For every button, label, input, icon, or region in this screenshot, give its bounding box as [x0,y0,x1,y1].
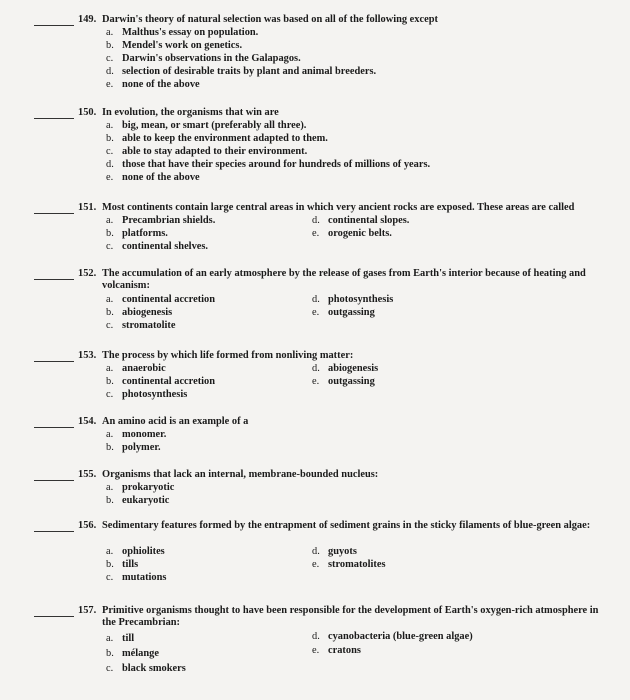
option-b: b. able to keep the environment adapted to them. [106,133,328,144]
option-b: b. abiogenesis [106,307,173,318]
option-b: b. tills [106,559,139,570]
option-e: e. stromatolites [312,559,386,570]
question-number: 155. [78,469,97,480]
option-e: e. orogenic belts. [312,228,392,239]
question-stem: An amino acid is an example of a [102,416,249,427]
answer-blank[interactable] [34,213,74,214]
option-a: a. continental accretion [106,294,216,305]
option-a: a. monomer. [106,429,167,440]
option-e: e. none of the above [106,79,200,90]
answer-blank[interactable] [34,279,74,280]
option-a: a. Malthus's essay on population. [106,27,259,38]
option-a: a. big, mean, or smart (preferably all three). [106,120,307,131]
option-e: e. outgassing [312,376,375,387]
question-stem: Darwin's theory of natural selection was based on all of the following except [102,14,438,25]
answer-blank[interactable] [34,531,74,532]
question-stem: The process by which life formed from nonliving matter: [102,350,354,361]
answer-blank[interactable] [34,616,74,617]
option-a: a. anaerobic [106,363,166,374]
answer-blank[interactable] [34,361,74,362]
option-c: c. mutations [106,572,167,583]
question-number: 156. [78,520,97,531]
option-c: c. Darwin's observations in the Galapagos. [106,53,301,64]
option-e: e. outgassing [312,307,375,318]
question-stem: Most continents contain large central areas in which very ancient rocks are exposed. These areas are called [102,202,575,213]
option-b: b. polymer. [106,442,161,453]
option-b: b. continental accretion [106,376,216,387]
question-stem: The accumulation of an early atmosphere by the release of gases from Earth's interior because of heating and volcanism: [102,268,586,292]
option-a: a. prokaryotic [106,482,175,493]
option-a: a. Precambrian shields. [106,215,216,226]
option-e: e. cratons [312,645,361,656]
question-number: 152. [78,268,97,279]
option-c: c. black smokers [106,663,186,674]
answer-blank[interactable] [34,25,74,26]
question-number: 153. [78,350,97,361]
question-number: 151. [78,202,97,213]
option-d: d. photosynthesis [312,294,394,305]
option-e: e. none of the above [106,172,200,183]
option-b: b. eukaryotic [106,495,170,506]
answer-blank[interactable] [34,118,74,119]
option-b: b. mélange [106,648,159,659]
option-d: d. selection of desirable traits by plant and animal breeders. [106,66,377,77]
question-stem: Sedimentary features formed by the entrapment of sediment grains in the sticky filaments of blue-green algae: [102,520,591,531]
question-stem: Organisms that lack an internal, membrane-bounded nucleus: [102,469,379,480]
option-b: b. Mendel's work on genetics. [106,40,243,51]
option-d: d. abiogenesis [312,363,379,374]
option-a: a. ophiolites [106,546,165,557]
question-stem: In evolution, the organisms that win are [102,107,279,118]
option-c: c. stromatolite [106,320,176,331]
option-c: c. photosynthesis [106,389,188,400]
option-a: a. till [106,633,135,644]
option-d: d. continental slopes. [312,215,410,226]
option-c: c. able to stay adapted to their environment. [106,146,308,157]
answer-blank[interactable] [34,480,74,481]
option-d: d. cyanobacteria (blue-green algae) [312,631,473,642]
option-b: b. platforms. [106,228,168,239]
question-number: 149. [78,14,97,25]
option-d: d. those that have their species around for hundreds of millions of years. [106,159,431,170]
question-number: 150. [78,107,97,118]
question-number: 154. [78,416,97,427]
answer-blank[interactable] [34,427,74,428]
option-c: c. continental shelves. [106,241,209,252]
question-stem: Primitive organisms thought to have been responsible for the development of Earth's oxygen-rich atmosphere in the Precambrian: [102,605,599,629]
option-d: d. guyots [312,546,357,557]
question-number: 157. [78,605,97,616]
